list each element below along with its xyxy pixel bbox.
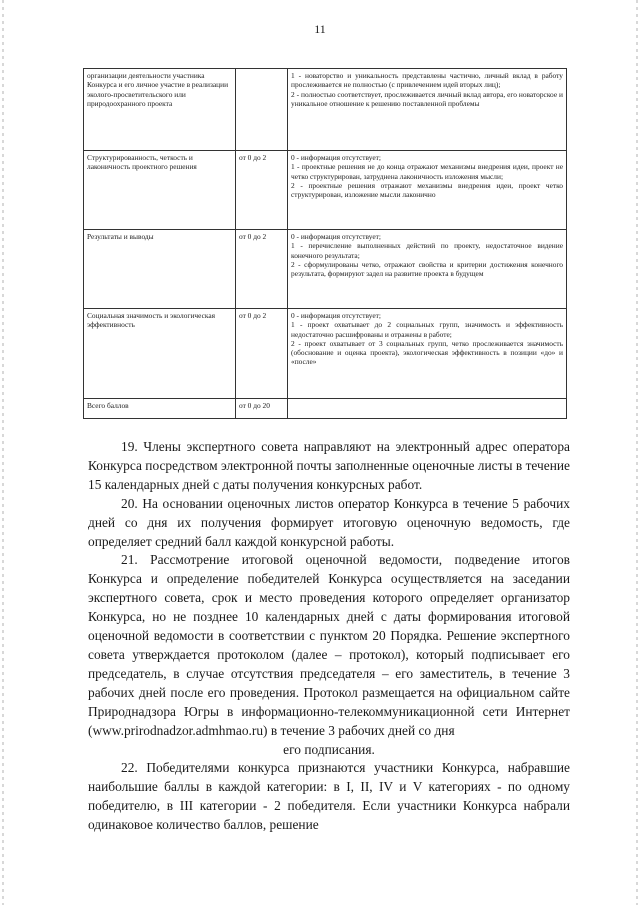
description-line: 2 - полностью соответствует, прослеживается личный вклад автора, его новаторское и уникальное отношение к решению поставленной проблемы bbox=[291, 89, 563, 108]
scan-edge-right bbox=[636, 0, 638, 905]
range-cell: от 0 до 20 bbox=[236, 399, 288, 419]
range-cell bbox=[236, 69, 288, 151]
criterion-cell: Структурированность, четкость и лаконичность проектного решения bbox=[84, 151, 236, 230]
description-line: 1 - проект охватывает до 2 социальных групп, значимость и эффективность недостаточно расшифрованы и отражены в работе; bbox=[291, 320, 563, 339]
description-line: 1 - новаторство и уникальность представлены частично, личный вклад в работу прослеживается не полностью (с привлечением идей вторых лиц); bbox=[291, 71, 563, 90]
description-cell bbox=[288, 151, 567, 230]
description-line: 2 - проект охватывает от 3 социальных групп, четко прослеживается значимость (обоснование и оценка проекта), экологическая эффективность в позиции «до» и «после» bbox=[291, 338, 563, 367]
table-row bbox=[84, 69, 567, 151]
description-line: 2 - сформулированы четко, отражают свойства и критерии достижения конечного результата, формируют задел на развитие проекта в будущем bbox=[291, 259, 563, 278]
paragraph-21: 21. Рассмотрение итоговой оценочной ведомости, подведение итогов Конкурса и определение победителей Конкурса осуществляется на заседании экспертного совета, срок и место проведения которого определяет организатор Конкурса, но не позднее 10 календарных дней с даты формирования итоговой оценочной ведомости в соответствии с пунктом 20 Порядка. Решение экспертного совета утверждается протоколом (далее – протокол), который подписывает его председатель, в случае отсутствия председателя – его заместитель, в течение 3 рабочих дней после его проведения. Протокол размещается на официальном сайте Природнадзора Югры в информационно-телекоммуникационной сети Интернет (www.prirodnadzor.admhmao.ru) в течение 3 рабочих дней со дня bbox=[88, 552, 570, 738]
paragraph-21-ending: его подписания. bbox=[283, 741, 375, 757]
table-row bbox=[84, 309, 567, 399]
description-line: 0 - информация отсутствует; bbox=[291, 311, 381, 320]
range-cell: от 0 до 2 bbox=[236, 151, 288, 230]
description-cell bbox=[288, 69, 567, 151]
paragraph-20: 20. На основании оценочных листов оператор Конкурса в течение 5 рабочих дней со дня их получения формирует итоговую оценочную ведомость, где определяет средний балл каждой конкурсной работы. bbox=[88, 495, 570, 549]
description-cell bbox=[288, 309, 567, 399]
description-line: 0 - информация отсутствует; bbox=[291, 232, 381, 241]
criteria-table bbox=[83, 68, 567, 419]
table-row bbox=[84, 399, 567, 419]
range-cell: от 0 до 2 bbox=[236, 230, 288, 309]
body-text bbox=[88, 438, 570, 835]
description-line: 2 - проектные решения отражают механизмы внедрения идеи, проект четко структурирован, изложение мысли лаконично bbox=[291, 180, 563, 199]
description-cell bbox=[288, 399, 567, 419]
paragraph-22: 22. Победителями конкурса признаются участники Конкурса, набравшие наибольшие баллы в каждой категории: в I, II, IV и V категориях - по одному победителю, в III категории - 2 победителя. Если участники Конкурса набрали одинаковое количество баллов, решение bbox=[88, 760, 570, 833]
description-line: 0 - информация отсутствует; bbox=[291, 153, 381, 162]
range-cell: от 0 до 2 bbox=[236, 309, 288, 399]
table-row bbox=[84, 230, 567, 309]
criterion-cell: Результаты и выводы bbox=[84, 230, 236, 309]
description-line: 1 - проектные решения не до конца отражают механизмы внедрения идеи, проект не четко структурирован, затруднена лаконичность изложения мысли; bbox=[291, 162, 563, 181]
criterion-cell: Социальная значимость и экологическая эффективность bbox=[84, 309, 236, 399]
paragraph-19: 19. Члены экспертного совета направляют на электронный адрес оператора Конкурса посредством электронной почты заполненные оценочные листы в течение 15 календарных дней с даты получения конкурсных работ. bbox=[88, 439, 570, 492]
description-cell bbox=[288, 230, 567, 309]
description-line: 1 - перечисление выполненных действий по проекту, недостаточное видение конечного результата; bbox=[291, 241, 563, 260]
criterion-cell: Всего баллов bbox=[84, 399, 236, 419]
scan-edge-left bbox=[2, 0, 4, 905]
page-number: 11 bbox=[314, 22, 326, 36]
criterion-cell: организации деятельности участника Конкурса и его личное участие в реализации эколого-просветительского или природоохранного проекта bbox=[84, 69, 236, 151]
table-row bbox=[84, 151, 567, 230]
